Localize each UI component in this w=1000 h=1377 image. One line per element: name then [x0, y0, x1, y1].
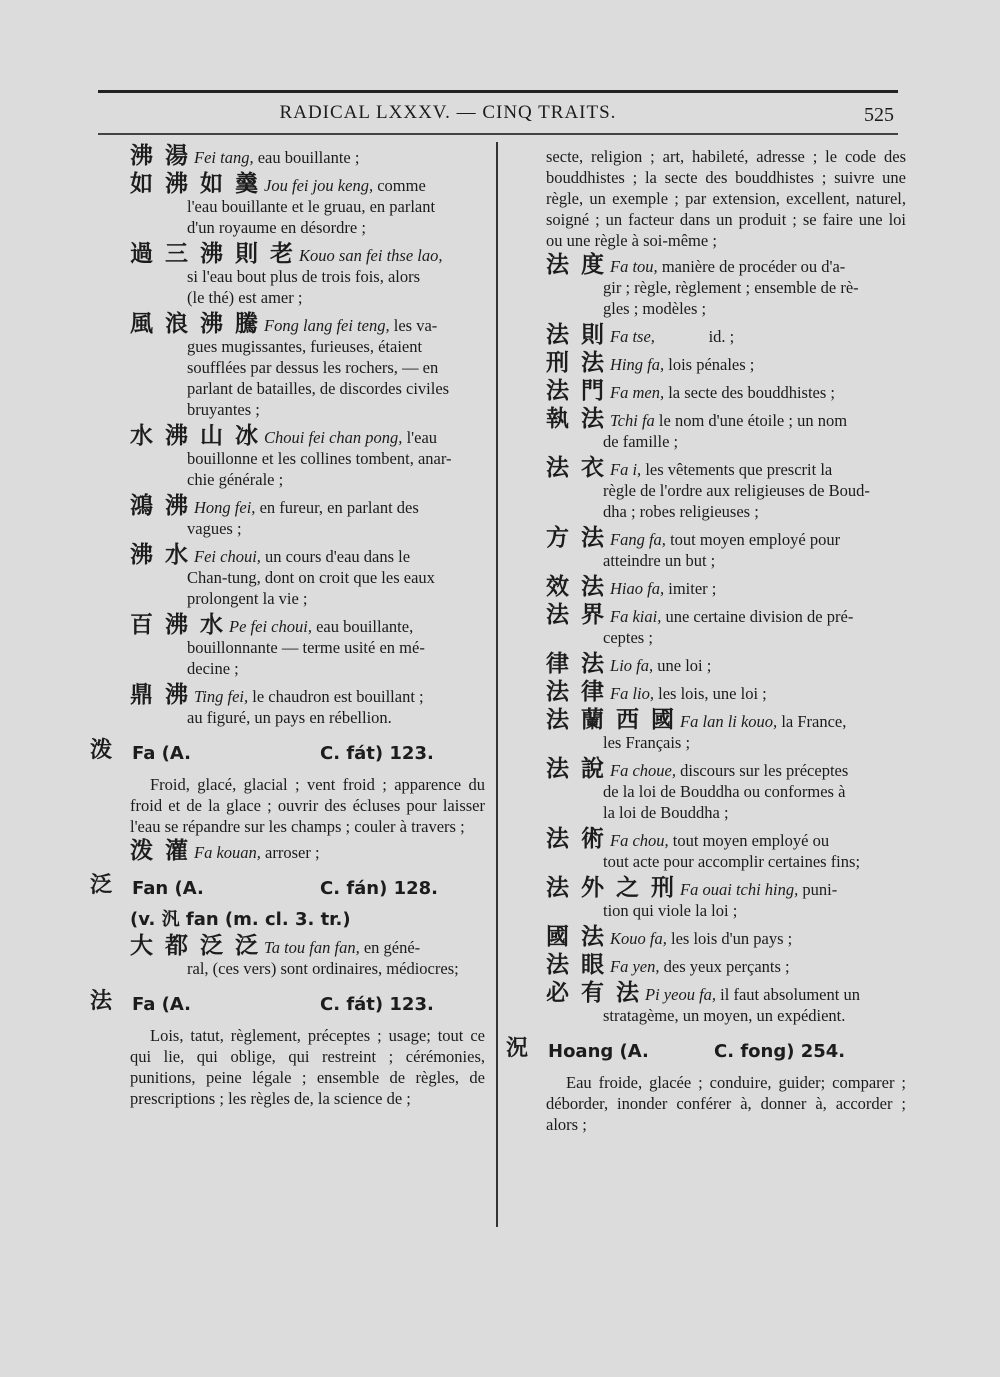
entry-continuation: chie générale ;: [187, 470, 284, 489]
entry: [546, 756, 906, 823]
entry: [546, 322, 906, 348]
entry-romanization: Fa kiai,: [610, 607, 662, 626]
entry-romanization: Fong lang fei teng,: [264, 316, 390, 335]
entry-continuation: ceptes ;: [603, 628, 653, 647]
entry-definition: des yeux perçants ;: [659, 957, 790, 976]
heading-character: 泼: [90, 738, 113, 763]
character-heading: [506, 1038, 906, 1072]
entry-chinese: 法 則: [546, 322, 607, 348]
running-title: RADICAL LXXXV. — CINQ TRAITS.: [279, 102, 617, 123]
entry: [546, 679, 906, 705]
entry-continuation: vagues ;: [187, 519, 242, 538]
entry-continuation: gles ; modèles ;: [603, 299, 707, 318]
entry-continuation: atteindre un but ;: [603, 551, 716, 570]
right-column: [506, 146, 906, 1139]
entry: [546, 350, 906, 376]
entry-romanization: Fei tang,: [194, 148, 254, 167]
heading-character: 法: [90, 989, 113, 1014]
entry-definition: tout moyen employé pour: [665, 530, 841, 549]
entry-romanization: Hong fei,: [194, 498, 256, 517]
entry-continuation: de la loi de Bouddha ou conformes à: [603, 782, 846, 801]
entry: [130, 612, 485, 679]
entry-romanization: Hiao fa,: [610, 579, 665, 598]
entry-definition: lois pénales ;: [664, 355, 755, 374]
entry-definition: puni-: [798, 880, 838, 899]
entry: [546, 952, 906, 978]
entry-chinese: 刑 法: [546, 350, 607, 376]
entry-continuation: gir ; règle, règlement ; ensemble de rè-: [603, 278, 859, 297]
entry-romanization: Fa lan li kouo,: [680, 712, 778, 731]
entry-chinese: 泼 灌: [130, 838, 191, 864]
entry-chinese: 法 術: [546, 826, 607, 852]
entry-romanization: Fa men,: [610, 383, 665, 402]
entry-definition: la France,: [777, 712, 847, 731]
entry: [546, 574, 906, 600]
entry-definition: id. ;: [654, 327, 735, 346]
entry-definition: le nom d'une étoile ; un nom: [654, 411, 848, 430]
entry-chinese: 沸 水: [130, 542, 191, 568]
entry-chinese: 法 律: [546, 679, 607, 705]
heading-pronunciation: Hoang (A.: [548, 1041, 649, 1062]
entry: [546, 252, 906, 319]
entry: [546, 378, 906, 404]
entry-definition: eau bouillante ;: [253, 148, 360, 167]
entry: [130, 423, 485, 490]
entry: [130, 143, 485, 169]
entry: [130, 838, 485, 864]
definition-paragraph: secte, religion ; art, habileté, adresse ; le code des bouddhistes ; la secte des bouddhistes ; suivre une règle, un exemple ; par extension, excellent, naturel, soigné ; un facteur dans un produit ; se faire une loi ou une règle à soi-même ;: [546, 147, 906, 250]
entry: [130, 682, 485, 728]
entry-continuation: d'un royaume en désordre ;: [187, 218, 366, 237]
entry-definition: la secte des bouddhistes ;: [664, 383, 836, 402]
entry: [130, 311, 485, 420]
entry-definition: l'eau: [402, 428, 438, 447]
entry-continuation: prolongent la vie ;: [187, 589, 308, 608]
entry-chinese: 風 浪 沸 騰: [130, 311, 261, 337]
left-column: [90, 143, 485, 1113]
entry-romanization: Kouo san fei thse lao,: [299, 246, 443, 265]
entry-definition: eau bouillante,: [311, 617, 414, 636]
entry-romanization: Pi yeou fa,: [645, 985, 717, 1004]
entry-continuation: bruyantes ;: [187, 400, 260, 419]
entry-chinese: 效 法: [546, 574, 607, 600]
entry-romanization: Fa lio,: [610, 684, 655, 703]
entry-romanization: Fa yen,: [610, 957, 660, 976]
entry-chinese: 法 說: [546, 756, 607, 782]
entry-chinese: 國 法: [546, 924, 607, 950]
entry: [546, 406, 906, 452]
entry-definition: tout moyen employé ou: [668, 831, 830, 850]
entry-chinese: 法 外 之 刑: [546, 875, 677, 901]
entry-definition: manière de procéder ou d'a-: [657, 257, 846, 276]
entry-continuation: ral, (ces vers) sont ordinaires, médiocres;: [187, 959, 459, 978]
entry-chinese: 百 沸 水: [130, 612, 226, 638]
heading-character: 況: [506, 1036, 529, 1061]
entry-romanization: Pe fei choui,: [229, 617, 312, 636]
heading-reference: C. fát) 123.: [320, 743, 434, 764]
entry-romanization: Fa tou,: [610, 257, 658, 276]
entry: [130, 542, 485, 609]
entry-romanization: Fa ouai tchi hing,: [680, 880, 799, 899]
entry-romanization: Hing fa,: [610, 355, 665, 374]
entry-romanization: Fa tse,: [610, 327, 655, 346]
variant-note: (v. 汎 fan (m. cl. 3. tr.): [130, 909, 351, 930]
entry-chinese: 如 沸 如 羹: [130, 171, 261, 197]
definition-paragraph: Froid, glacé, glacial ; vent froid ; apparence du froid et de la glace ; ouvrir des écluses pour laisser l'eau se répandre sur les champs ; couler à travers ;: [130, 775, 485, 836]
top-rule: [98, 90, 898, 93]
entry-continuation: les Français ;: [603, 733, 691, 752]
entry-romanization: Kouo fa,: [610, 929, 667, 948]
entry-definition: les lois d'un pays ;: [666, 929, 793, 948]
entry: [130, 493, 485, 539]
entry: [546, 602, 906, 648]
entry-continuation: bouillonne et les collines tombent, anar-: [187, 449, 452, 468]
character-heading: [90, 991, 485, 1025]
entry-chinese: 法 眼: [546, 952, 607, 978]
entry-continuation: Chan-tung, dont on croit que les eaux: [187, 568, 435, 587]
entry-continuation: de famille ;: [603, 432, 679, 451]
entry-definition: un cours d'eau dans le: [260, 547, 411, 566]
entry-definition: discours sur les préceptes: [676, 761, 849, 780]
entry: [546, 525, 906, 571]
page-header: [98, 100, 898, 132]
entry-romanization: Fa choue,: [610, 761, 676, 780]
entry-romanization: Choui fei chan pong,: [264, 428, 403, 447]
entry-definition: une loi ;: [653, 656, 712, 675]
entry-chinese: 執 法: [546, 406, 607, 432]
heading-reference: C. fong) 254.: [714, 1041, 846, 1062]
page-number: 525: [864, 104, 894, 126]
entry-definition: les lois, une loi ;: [654, 684, 767, 703]
entry-chinese: 法 蘭 西 國: [546, 707, 677, 733]
entry-continuation: tion qui viole la loi ;: [603, 901, 738, 920]
entry: [546, 924, 906, 950]
entry-chinese: 鴻 沸: [130, 493, 191, 519]
entry-continuation: parlant de batailles, de discordes civiles: [187, 379, 450, 398]
header-rule: [98, 133, 898, 135]
entry-chinese: 法 度: [546, 252, 607, 278]
entry-continuation: dha ; robes religieuses ;: [603, 502, 759, 521]
definition-paragraph: Eau froide, glacée ; conduire, guider; comparer ; déborder, inonder conférer à, donner à, accorder ; alors ;: [546, 1073, 906, 1134]
entry-chinese: 沸 湯: [130, 143, 191, 169]
entry-chinese: 律 法: [546, 651, 607, 677]
entry-continuation: decine ;: [187, 659, 239, 678]
heading-pronunciation: Fan (A.: [132, 878, 204, 899]
entry-continuation: bouillonnante — terme usité en mé-: [187, 638, 425, 657]
entry-romanization: Fa chou,: [610, 831, 669, 850]
entry-romanization: Ta tou fan fan,: [264, 938, 360, 957]
entry: [546, 455, 906, 522]
entry-romanization: Tchi fa: [610, 411, 655, 430]
entry-continuation: soufflées par dessus les rochers, — en: [187, 358, 439, 377]
entry-chinese: 法 衣: [546, 455, 607, 481]
entry: [546, 980, 906, 1026]
entry-romanization: Fei choui,: [194, 547, 261, 566]
entry-romanization: Jou fei jou keng,: [264, 176, 374, 195]
entry-definition: comme: [373, 176, 426, 195]
entry-romanization: Lio fa,: [610, 656, 654, 675]
heading-reference: C. fán) 128.: [320, 878, 439, 899]
entry-chinese: 法 門: [546, 378, 607, 404]
entry-romanization: Fa i,: [610, 460, 642, 479]
entry-definition: une certaine division de pré-: [661, 607, 854, 626]
column-divider: [496, 142, 498, 1227]
entry-definition: en fureur, en parlant des: [255, 498, 419, 517]
entry-definition: le chaudron est bouillant ;: [248, 687, 424, 706]
entry: [546, 826, 906, 872]
entry-chinese: 水 沸 山 冰: [130, 423, 261, 449]
entry-definition: en géné-: [359, 938, 421, 957]
heading-reference: C. fát) 123.: [320, 994, 434, 1015]
entry-continuation: si l'eau bout plus de trois fois, alors: [187, 267, 421, 286]
definition-paragraph: Lois, tatut, règlement, préceptes ; usage; tout ce qui lie, qui oblige, qui restreint ; cérémonies, punitions, peine légale ; ensemble de règles, de prescriptions ; les règles de, la science de ;: [130, 1026, 485, 1108]
entry-romanization: Fa kouan,: [194, 843, 261, 862]
entry: [130, 933, 485, 979]
entry-definition: il faut absolument un: [716, 985, 860, 1004]
entry-continuation: l'eau bouillante et le gruau, en parlant: [187, 197, 436, 216]
entry: [130, 171, 485, 238]
entry-continuation: tout acte pour accomplir certaines fins;: [603, 852, 861, 871]
entry-romanization: Ting fei,: [194, 687, 249, 706]
entry-continuation: au figuré, un pays en rébellion.: [187, 708, 392, 727]
entry-definition: arroser ;: [260, 843, 320, 862]
entry-chinese: 法 界: [546, 602, 607, 628]
character-heading: [90, 740, 485, 774]
entry-definition: imiter ;: [664, 579, 717, 598]
entry-continuation: stratagème, un moyen, un expédient.: [603, 1006, 846, 1025]
heading-pronunciation: Fa (A.: [132, 743, 191, 764]
entry-continuation: gues mugissantes, furieuses, étaient: [187, 337, 423, 356]
entry-definition: les va-: [389, 316, 438, 335]
entry-chinese: 過 三 沸 則 老: [130, 241, 296, 267]
entry-continuation: (le thé) est amer ;: [187, 288, 303, 307]
entry: [546, 651, 906, 677]
entry-chinese: 鼎 沸: [130, 682, 191, 708]
entry: [546, 875, 906, 921]
character-heading: [90, 875, 485, 909]
entry-chinese: 必 有 法: [546, 980, 642, 1006]
entry-chinese: 大 都 泛 泛: [130, 933, 261, 959]
entry-continuation: la loi de Bouddha ;: [603, 803, 729, 822]
entry-continuation: règle de l'ordre aux religieuses de Boud-: [603, 481, 870, 500]
entry: [130, 241, 485, 308]
entry-chinese: 方 法: [546, 525, 607, 551]
heading-character: 泛: [90, 873, 113, 898]
entry-definition: les vêtements que prescrit la: [641, 460, 833, 479]
entry-romanization: Fang fa,: [610, 530, 666, 549]
heading-pronunciation: Fa (A.: [132, 994, 191, 1015]
entry: [546, 707, 906, 753]
